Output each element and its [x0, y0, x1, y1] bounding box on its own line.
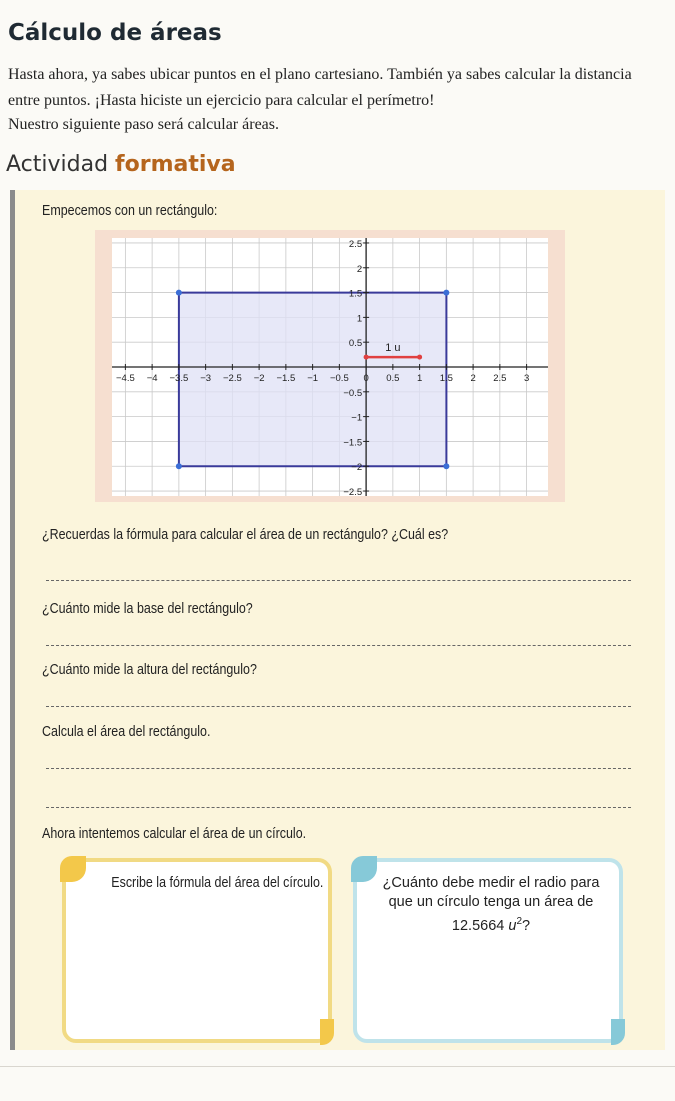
cartesian-plane [112, 238, 548, 496]
intro-paragraph: Hasta ahora, ya sabes ubicar puntos en el plano cartesiano. También ya sabes calcular la distancia entre puntos. ¡Hasta hiciste un ejercicio para calcular el perímetro! [8, 66, 632, 109]
rectangle-vertex [176, 290, 182, 296]
y-tick-label: 1.5 [348, 288, 363, 300]
circle-formula-prompt: Escribe la fórmula del área del círculo. [111, 875, 324, 891]
answer-line-area-2[interactable] [46, 807, 631, 808]
rectangle-vertex [176, 463, 182, 469]
unit-symbol: u [508, 917, 517, 934]
x-tick-label: 0 [363, 373, 369, 384]
x-tick-label: −1 [307, 373, 319, 384]
question-height: ¿Cuánto mide la altura del rectángulo? [42, 662, 257, 678]
x-tick-label: 2.5 [493, 373, 507, 384]
y-tick-label: −1 [351, 412, 363, 424]
y-tick-label: 0.5 [348, 338, 363, 350]
y-tick-label: −2 [351, 462, 363, 474]
question-base: ¿Cuánto mide la base del rectángulo? [42, 601, 253, 617]
y-tick-label: −0.5 [343, 387, 363, 399]
answer-line-formula[interactable] [46, 580, 631, 581]
unit-segment-start [364, 355, 369, 360]
question-area: Calcula el área del rectángulo. [42, 724, 211, 740]
cartesian-plane-frame [95, 230, 565, 502]
x-tick-label: 1.5 [439, 373, 453, 384]
answer-line-base[interactable] [46, 645, 631, 646]
x-tick-label: 1 [416, 373, 423, 384]
y-tick-label: 2.5 [348, 238, 363, 250]
box-tab-left [60, 856, 86, 882]
activity-heading-plain: Actividad [6, 152, 116, 177]
question-rectangle-formula: ¿Recuerdas la fórmula para calcular el área de un rectángulo? ¿Cuál es? [42, 527, 449, 543]
activity-lead: Empecemos con un rectángulo: [42, 203, 218, 219]
x-tick-label: −1.5 [276, 373, 296, 384]
x-tick-label: 3 [523, 373, 530, 384]
x-tick-label: −2 [253, 373, 265, 384]
rectangle-vertex [443, 290, 449, 296]
x-tick-label: −3 [200, 373, 212, 384]
y-tick-label: −1.5 [343, 437, 363, 449]
box-foot-right [611, 1019, 625, 1045]
page-bottom-rule [0, 1066, 675, 1067]
answer-line-area-1[interactable] [46, 768, 631, 769]
circle-intro: Ahora intentemos calcular el área de un círculo. [42, 826, 307, 842]
x-tick-label: −4 [146, 373, 158, 384]
y-tick-label: 2 [356, 263, 363, 275]
activity-side-bar [10, 190, 15, 1050]
circle-formula-box[interactable] [62, 858, 332, 1043]
unit-segment-label: 1 u [385, 342, 401, 355]
activity-heading-accent: formativa [115, 152, 236, 177]
x-tick-label: −3.5 [169, 373, 189, 384]
x-tick-label: −4.5 [115, 373, 135, 384]
activity-panel [10, 190, 665, 1050]
y-tick-label: −2.5 [343, 487, 363, 496]
unit-exponent: 2 [516, 916, 522, 927]
circle-radius-box[interactable] [353, 858, 623, 1043]
next-step-paragraph: Nuestro siguiente paso será calcular áreas. [8, 116, 279, 133]
y-tick-label: 1 [356, 313, 363, 325]
x-tick-label: 2 [470, 373, 476, 384]
x-tick-label: −2.5 [222, 373, 242, 384]
box-foot-left [320, 1019, 334, 1045]
rectangle-vertex [443, 463, 449, 469]
page-title: Cálculo de áreas [8, 20, 222, 46]
unit-segment-end [417, 355, 422, 360]
activity-heading [6, 152, 236, 177]
circle-radius-prompt: ¿Cuánto debe medir el radio para que un círculo tenga un área de 12.5664 $u^2$? [382, 875, 600, 934]
x-tick-label: 0.5 [386, 373, 400, 384]
x-tick-label: −0.5 [329, 373, 349, 384]
answer-line-height[interactable] [46, 706, 631, 707]
